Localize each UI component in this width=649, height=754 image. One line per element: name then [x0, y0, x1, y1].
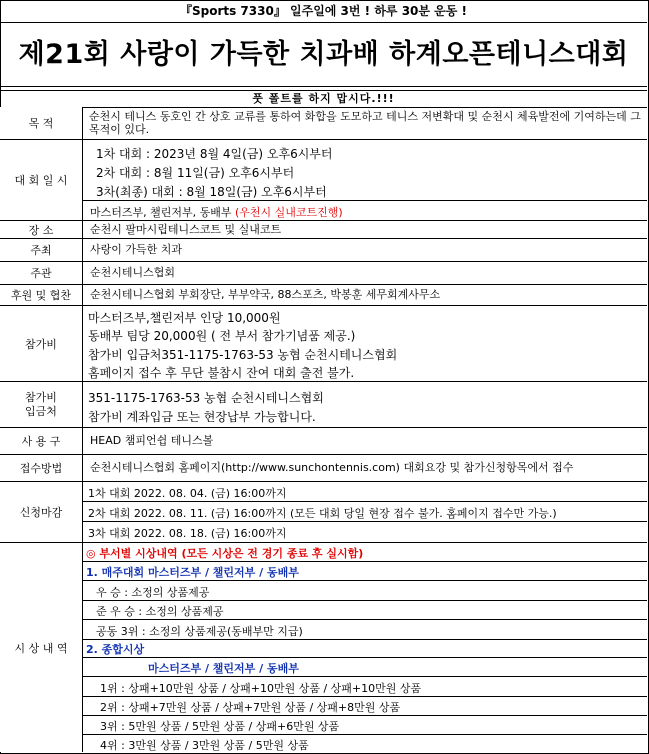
organizer-text: 순천시테니스협회	[83, 262, 647, 285]
deadline-line-1: 1차 대회 2022. 08. 04. (금) 16:00까지	[88, 487, 287, 500]
schedule-label: 대 회 일 시	[0, 140, 83, 221]
fee-line-1: 마스터즈부,챌린저부 인당 10,000원	[88, 311, 281, 325]
divider	[83, 715, 647, 716]
page-title: 제21회 사랑이 가득한 치과배 하계오픈테니스대회	[0, 23, 647, 87]
ball-label: 사 용 구	[0, 428, 83, 455]
award-item-3: 공동 3위 : 소정의 상품제공(동배부만 지급)	[96, 625, 303, 638]
divider	[83, 639, 647, 640]
divider	[83, 542, 647, 543]
deadline-label: 신청마감	[0, 482, 83, 543]
method-label: 접수방법	[0, 455, 83, 482]
rain-note: (우천시 실내코트진행)	[235, 206, 343, 219]
award-item-2: 준 우 승 : 소정의 상품제공	[96, 605, 224, 618]
organizer-label: 주관	[0, 262, 83, 285]
schedule-divisions	[90, 204, 649, 220]
fee-line-2: 동배부 팀당 20,000원 ( 전 부서 참가기념품 제공.)	[88, 329, 356, 343]
venue-text: 순천시 팔마시립테니스코트 및 실내코트	[83, 221, 647, 239]
divider	[83, 200, 647, 201]
divider	[83, 381, 647, 382]
awards-divisions-header: 마스터즈부 / 챌린저부 / 동배부	[148, 662, 299, 675]
divider	[83, 657, 647, 658]
fee-line-4: 홈페이지 접수 후 무단 불참시 잔여 대회 출전 불가.	[88, 366, 355, 380]
fee-label: 참가비	[0, 306, 83, 382]
deposit-label-line-1: 참가비	[25, 390, 57, 404]
deadline-line-2: 2차 대회 2022. 08. 11. (금) 16:00까지 (모든 대회 당일 현장 접수 불가. 홈페이지 접수만 가능.)	[88, 507, 557, 520]
divider	[83, 734, 647, 735]
host-text: 사랑이 가득한 치과	[83, 239, 647, 262]
sponsor-label: 후원 및 협찬	[0, 285, 83, 306]
banner-slogan: 『Sports 7330』 일주일에 3번 ! 하루 30분 운동 !	[0, 0, 647, 23]
method-text: 순천시테니스협회 홈페이지(http://www.sunchontennis.com) 대회요강 및 참가신청항목에서 접수	[83, 455, 647, 482]
divider	[83, 600, 647, 601]
divider	[83, 619, 647, 620]
schedule-round-3: 3차(최종) 대회 : 8월 18일(금) 오후6시부터	[96, 185, 327, 199]
sponsor-text: 순천시테니스협회 부회장단, 부부약국, 88스포츠, 박봉훈 세무회계사무소	[83, 285, 647, 306]
divider	[83, 521, 647, 522]
schedule-round-1: 1차 대회 : 2023년 8월 4일(금) 오후6시부터	[96, 147, 333, 161]
divider	[83, 561, 647, 562]
divider	[83, 676, 647, 677]
deposit-line-1: 351-1175-1763-53 농협 순천시테니스협회	[88, 391, 324, 405]
deposit-label	[0, 382, 83, 428]
divider	[83, 501, 647, 502]
notice-line: 풋 폴트를 하지 맙시다.!!!	[0, 90, 647, 108]
divisions-text: 마스터즈부, 챌린저부, 동배부	[90, 206, 232, 219]
awards-header: ◎ 부서별 시상내역 (모든 시상은 전 경기 종료 후 실시함)	[86, 547, 364, 560]
deposit-label-line-2: 입금처	[25, 404, 57, 418]
award-item-1: 우 승 : 소정의 상품제공	[96, 586, 210, 599]
venue-label: 장 소	[0, 221, 83, 239]
divider	[83, 580, 647, 581]
divider	[83, 696, 647, 697]
rank-row-3: 3위 : 5만원 상품 / 5만원 상품 / 상패+6만원 상품	[100, 720, 340, 733]
deadline-line-3: 3차 대회 2022. 08. 18. (금) 16:00까지	[88, 527, 287, 540]
ball-text: HEAD 챔피언쉽 테니스볼	[83, 428, 647, 455]
host-label: 주최	[0, 239, 83, 262]
purpose-text: 순천시 테니스 동호인 간 상호 교류를 통하여 화합을 도모하고 테니스 저변확대 및 순천시 체육발전에 기여하는데 그 목적이 있다.	[83, 107, 647, 140]
rank-row-1: 1위 : 상패+10만원 상품 / 상패+10만원 상품 / 상패+10만원 상품	[100, 682, 422, 695]
schedule-round-2: 2차 대회 : 8월 11일(금) 오후6시부터	[96, 166, 295, 180]
deposit-line-2: 참가비 계좌입금 또는 현장납부 가능합니다.	[88, 410, 316, 424]
awards-label: 시 상 내 역	[0, 543, 83, 752]
fee-line-3: 참가비 입금처351-1175-1763-53 농협 순천시테니스협회	[88, 348, 398, 362]
purpose-label: 목 적	[0, 107, 83, 140]
rank-row-2: 2위 : 상패+7만원 상품 / 상패+7만원 상품 / 상패+8만원 상품	[100, 701, 401, 714]
rank-row-4: 4위 : 3만원 상품 / 3만원 상품 / 5만원 상품	[100, 739, 309, 752]
awards-section1-title: 1. 매주대회 마스터즈부 / 챌린저부 / 동배부	[86, 566, 299, 579]
awards-section2-title: 2. 종합시상	[86, 643, 145, 656]
